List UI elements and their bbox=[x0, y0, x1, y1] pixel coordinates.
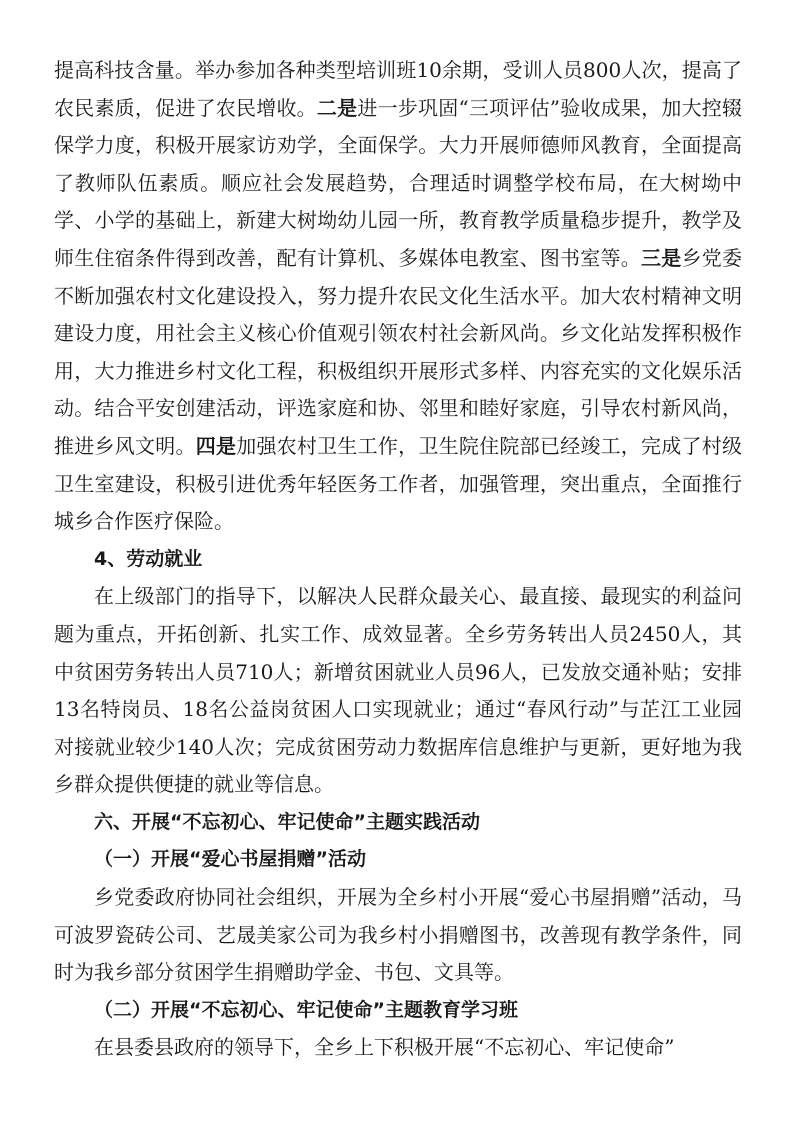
paragraph-labor-employment: 在上级部门的指导下，以解决人民群众最关心、最直接、最现实的利益问题为重点，开拓创新、扎实工作、成效显著。全乡劳务转出人员2450人，其中贫困劳务转出人员710人；新增贫困就业人员96人，已发放交通补贴；安排13名特岗员、18名公益岗贫困人口实现就业；通过“春风行动”与芷江工业园对接就业较少140人次；完成贫困劳动力数据库信息维护与更新，更好地为我乡群众提供便捷的就业等信息。 bbox=[54, 584, 742, 797]
section-heading-labor-employment: 4、劳动就业 bbox=[94, 547, 203, 570]
subsection-heading-study-class: （二）开展“不忘初心、牢记使命”主题教育学习班 bbox=[94, 998, 518, 1021]
lead-marker-third: 三是 bbox=[641, 245, 682, 270]
paragraph-text: 进一步巩固“三项评估”验收成果，加大控辍保学力度，积极开展家访劝学，全面保学。大力开展师德师风教育，全面提高了教师队伍素质。顺应社会发展趋势，合理适时调整学校布局，在大树坳中学、小学的基础上，新建大树坳幼儿园一所，教育教学质量稳步提升，教学及师生住宿条件得到改善，配有计算机、多媒体电教室、图书室等。 bbox=[54, 95, 743, 270]
subsection-heading-book-donation: （一）开展“爱心书屋捐赠”活动 bbox=[94, 848, 366, 871]
paragraph-text: 加强农村卫生工作，卫生院住院部已经竣工，完成了村级卫生室建设，积极引进优秀年轻医务工作者，加强管理，突出重点，全面推行城乡合作医疗保险。 bbox=[54, 433, 743, 534]
lead-marker-fourth: 四是 bbox=[195, 433, 237, 458]
paragraph-education-culture-health bbox=[54, 52, 742, 541]
paragraph-text: 提高科技含量。举办参加各种类型培训班10余期，受训人员800人次，提高了农民素质，促进了农民增收。 bbox=[54, 58, 742, 120]
section-heading-theme-activities: 六、开展“不忘初心、牢记使命”主题实践活动 bbox=[94, 810, 480, 833]
document-page bbox=[54, 52, 742, 1067]
paragraph-text: 乡党委不断加强农村文化建设投入，努力提升农民文化生活水平。加大农村精神文明建设力度，用社会主义核心价值观引领农村社会新风尚。乡文化站发挥积极作用，大力推进乡村文化工程，积极组织开展形式多样、内容充实的文化娱乐活动。结合平安创建活动，评选家庭和协、邻里和睦好家庭，引导农村新风尚，推进乡风文明。 bbox=[54, 245, 743, 458]
lead-marker-second: 二是 bbox=[316, 95, 358, 120]
paragraph-book-donation: 乡党委政府协同社会组织，开展为全乡村小开展“爱心书屋捐赠”活动，马可波罗瓷砖公司、艺晟美家公司为我乡村小捐赠图书，改善现有教学条件，同时为我乡部分贫困学生捐赠助学金、书包、文具等。 bbox=[54, 885, 742, 985]
paragraph-study-class: 在县委县政府的领导下，全乡上下积极开展“不忘初心、牢记使命” bbox=[94, 1035, 675, 1060]
